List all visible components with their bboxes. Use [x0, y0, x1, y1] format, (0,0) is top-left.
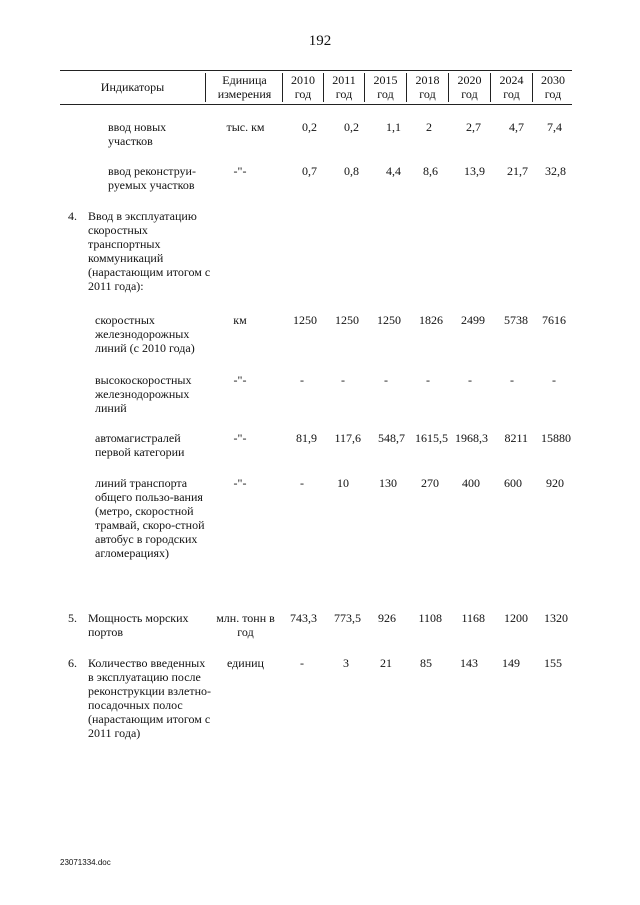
header-year-word: год	[461, 87, 478, 101]
value-cell: -	[426, 373, 430, 387]
header-year-2011	[323, 73, 364, 102]
value-cell: 85	[420, 656, 432, 670]
value-cell: 1168	[461, 611, 485, 625]
value-cell: 143	[460, 656, 478, 670]
value-cell: -	[468, 373, 472, 387]
value-cell: 149	[502, 656, 520, 670]
value-cell: -	[300, 656, 304, 670]
header-year-word: год	[335, 87, 353, 101]
value-cell: -	[510, 373, 514, 387]
value-cell: 400	[462, 476, 480, 490]
value-cell: 1200	[504, 611, 528, 625]
value-cell: 270	[421, 476, 439, 490]
indicators-table	[60, 70, 572, 740]
value-cell: 155	[544, 656, 562, 670]
value-cell: 130	[379, 476, 397, 490]
header-year-label: 2010	[291, 73, 315, 87]
value-cell: 1,1	[386, 120, 401, 134]
header-year-2024	[490, 73, 532, 102]
value-cell: 0,2	[344, 120, 359, 134]
header-year-2030	[532, 73, 573, 102]
value-cell: 13,9	[464, 164, 485, 178]
value-cell: -	[384, 373, 388, 387]
row-unit: млн. тонн в год	[216, 611, 275, 639]
value-cell: 21,7	[507, 164, 528, 178]
row-label: высокоскоростных железнодорожных линий	[95, 373, 192, 415]
row-number: 4.	[68, 209, 77, 223]
row-unit: км	[233, 313, 247, 327]
value-cell: -	[300, 476, 304, 490]
header-unit-line2: измерения	[217, 87, 272, 101]
row-unit: -"-	[233, 164, 247, 178]
header-year-label: 2024	[499, 73, 524, 87]
row-unit: единиц	[227, 656, 264, 670]
row-unit: -"-	[233, 476, 247, 490]
row-unit: тыс. км	[226, 120, 265, 134]
value-cell: 1108	[418, 611, 442, 625]
value-cell: 4,4	[386, 164, 401, 178]
header-year-word: год	[503, 87, 520, 101]
header-unit	[205, 73, 283, 102]
value-cell: 8,6	[423, 164, 438, 178]
header-year-label: 2018	[415, 73, 440, 87]
value-cell: 15880	[541, 431, 571, 445]
value-cell: 117,6	[334, 431, 361, 445]
value-cell: 8211	[504, 431, 528, 445]
value-cell: 1250	[335, 313, 359, 327]
value-cell: 0,7	[302, 164, 317, 178]
page-number: 192	[308, 33, 332, 49]
header-year-2018	[406, 73, 448, 102]
value-cell: 4,7	[509, 120, 524, 134]
header-year-label: 2030	[541, 73, 565, 87]
value-cell: 926	[378, 611, 396, 625]
value-cell: 0,2	[302, 120, 317, 134]
value-cell: 773,5	[334, 611, 361, 625]
value-cell: 7,4	[547, 120, 562, 134]
header-year-word: год	[419, 87, 436, 101]
header-year-2010	[282, 73, 323, 102]
value-cell: 3	[343, 656, 349, 670]
row-unit: -"-	[233, 373, 247, 387]
row-label: ввод реконструи-руемых участков	[108, 164, 196, 192]
value-cell: 1968,3	[455, 431, 488, 445]
value-cell: 2	[426, 120, 432, 134]
header-indicators: Индикаторы	[100, 80, 165, 94]
value-cell: 7616	[542, 313, 566, 327]
header-unit-line1: Единица	[222, 73, 267, 87]
header-year-label: 2020	[457, 73, 482, 87]
value-cell: 920	[546, 476, 564, 490]
header-year-word: год	[544, 87, 562, 101]
value-cell: 2499	[461, 313, 485, 327]
value-cell: 743,3	[290, 611, 317, 625]
row-label: Мощность морских портов	[88, 611, 189, 639]
row-number: 6.	[68, 656, 77, 670]
table-header	[60, 70, 572, 105]
value-cell: 0,8	[344, 164, 359, 178]
row-number: 5.	[68, 611, 77, 625]
value-cell: 5738	[504, 313, 528, 327]
row-label: ввод новых участков	[108, 120, 167, 148]
value-cell: 32,8	[545, 164, 566, 178]
value-cell: 548,7	[378, 431, 405, 445]
header-year-label: 2011	[332, 73, 356, 87]
row-label: скоростных железнодорожных линий (с 2010 года)	[95, 313, 195, 355]
value-cell: 1826	[419, 313, 443, 327]
row-label: Количество введенных в эксплуатацию после реконструкции взлетно-посадочных полос (нарастающим итогом с 2011 года)	[88, 656, 212, 740]
row-unit: -"-	[233, 431, 247, 445]
row-label: Ввод в эксплуатацию скоростных транспортных коммуникаций (нарастающим итогом с 2011 года):	[88, 209, 211, 293]
value-cell: -	[341, 373, 345, 387]
value-cell: 10	[337, 476, 349, 490]
value-cell: -	[300, 373, 304, 387]
value-cell: 600	[504, 476, 522, 490]
value-cell: 1250	[293, 313, 317, 327]
row-label: автомагистралей первой категории	[95, 431, 185, 459]
value-cell: 1615,5	[415, 431, 448, 445]
header-year-word: год	[377, 87, 394, 101]
value-cell: 81,9	[296, 431, 317, 445]
row-label: линий транспорта общего пользо-вания (метро, скоростной трамвай, скоро-стной автобус в городских агломерациях)	[95, 476, 205, 560]
footer-filename: 23071334.doc	[60, 858, 111, 867]
header-year-word: год	[294, 87, 312, 101]
value-cell: 21	[380, 656, 392, 670]
value-cell: 2,7	[466, 120, 481, 134]
value-cell: 1320	[544, 611, 568, 625]
value-cell: -	[552, 373, 556, 387]
header-year-2015	[364, 73, 406, 102]
value-cell: 1250	[377, 313, 401, 327]
header-year-label: 2015	[373, 73, 398, 87]
header-year-2020	[448, 73, 490, 102]
